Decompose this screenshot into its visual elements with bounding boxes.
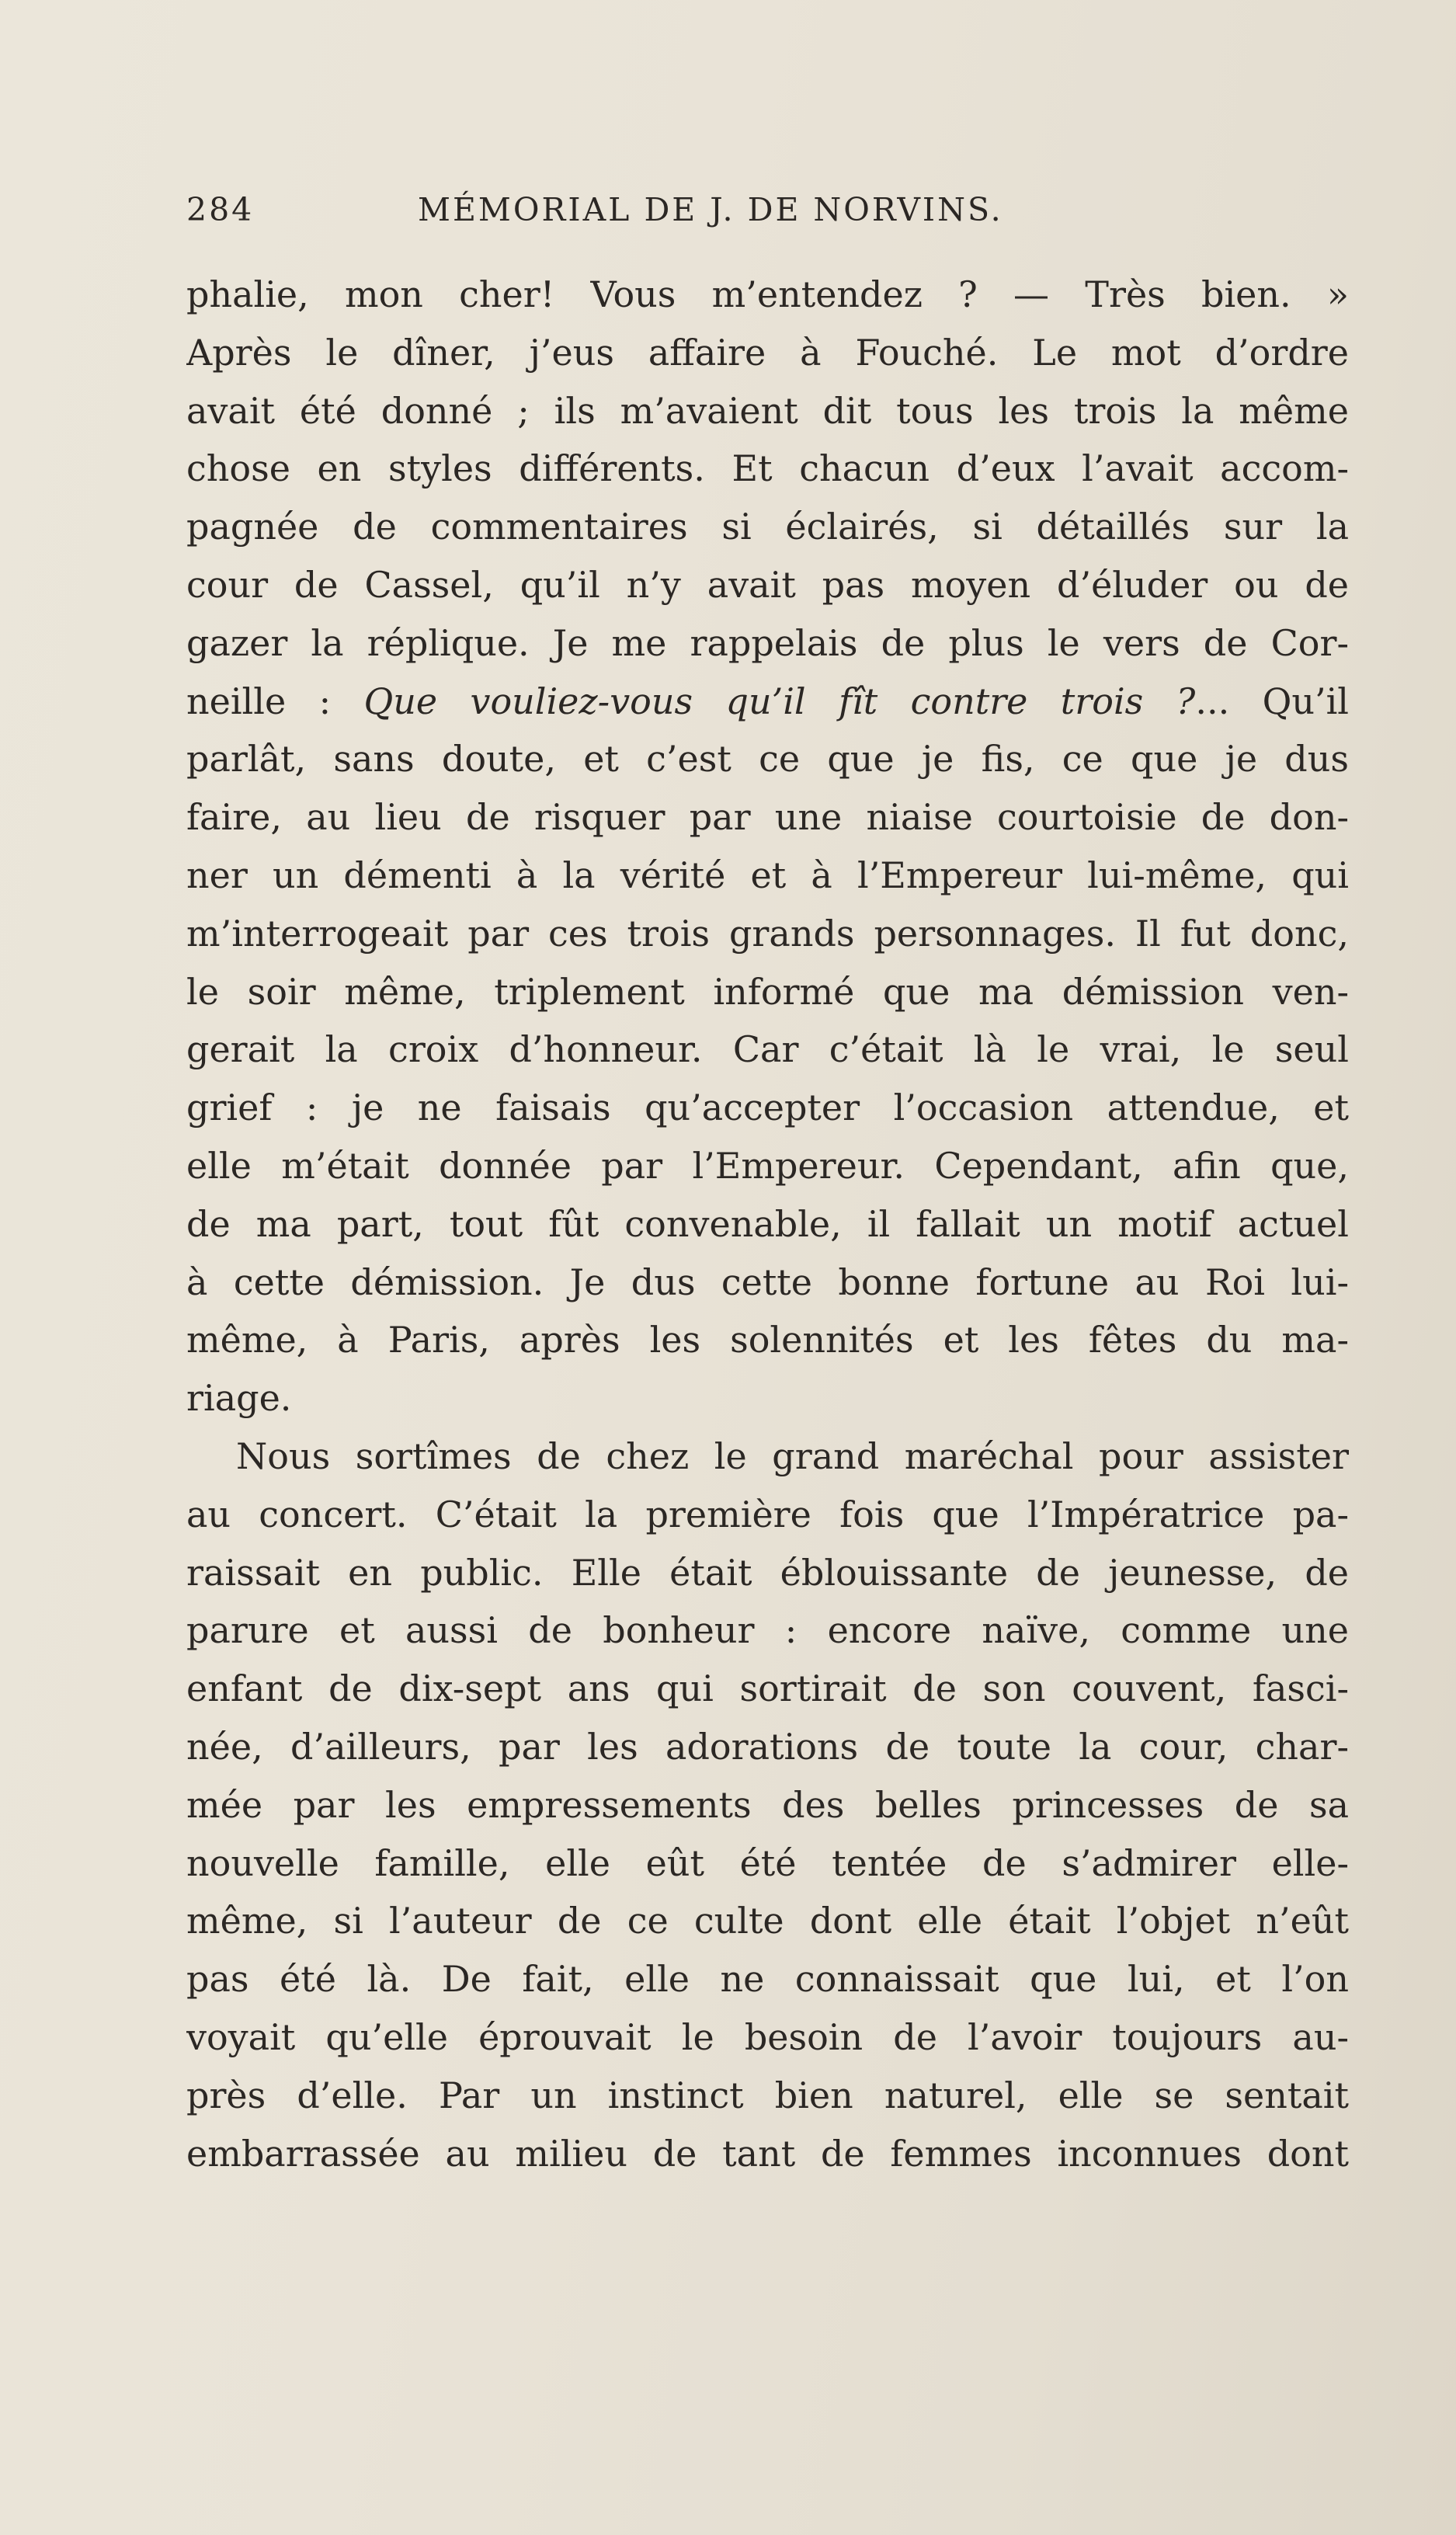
- text-line: voyait qu’elle éprouvait le besoin de l’avoir toujours au-: [186, 2015, 1349, 2058]
- page-number: 284: [186, 191, 255, 228]
- text-line: née, d’ailleurs, par les adorations de toute la cour, char-: [186, 1725, 1349, 1768]
- text-line: grief : je ne faisais qu’accepter l’occasion attendue, et: [186, 1087, 1349, 1129]
- text-segment: neille :: [186, 680, 364, 722]
- page-header: [186, 191, 1359, 238]
- text-line: phalie, mon cher! Vous m’entendez ? — Très bien. »: [186, 273, 1349, 315]
- text-line: m’interrogeait par ces trois grands personnages. Il fut donc,: [186, 912, 1349, 955]
- text-line: parlât, sans doute, et c’est ce que je fis, ce que je dus: [186, 738, 1349, 781]
- italic-quotation: Que vouliez-vous qu’il fît contre trois ?: [363, 680, 1196, 722]
- text-line: chose en styles différents. Et chacun d’eux l’avait accom-: [186, 447, 1349, 490]
- text-line: avait été donné ; ils m’avaient dit tous les trois la même: [186, 389, 1349, 432]
- text-line: Nous sortîmes de chez le grand maréchal pour assister: [236, 1434, 1349, 1477]
- text-line: nouvelle famille, elle eût été tentée de s’admirer elle-: [186, 1841, 1349, 1884]
- text-line: même, à Paris, après les solennités et les fêtes du ma-: [186, 1319, 1349, 1361]
- text-line: près d’elle. Par un instinct bien naturel, elle se sentait: [186, 2074, 1349, 2116]
- text-line: raissait en public. Elle était éblouissante de jeunesse, de: [186, 1551, 1349, 1594]
- text-line: pagnée de commentaires si éclairés, si détaillés sur la: [186, 506, 1349, 548]
- text-line: Après le dîner, j’eus affaire à Fouché. Le mot d’ordre: [186, 331, 1349, 374]
- text-line: le soir même, triplement informé que ma démission ven-: [186, 970, 1349, 1013]
- body-text: [186, 266, 1349, 2182]
- text-line: enfant de dix-sept ans qui sortirait de son couvent, fasci-: [186, 1667, 1349, 1710]
- text-line: à cette démission. Je dus cette bonne fortune au Roi lui-: [186, 1261, 1349, 1303]
- text-line: parure et aussi de bonheur : encore naïve, comme une: [186, 1609, 1349, 1652]
- text-line: embarrassée au milieu de tant de femmes inconnues dont: [186, 2132, 1349, 2175]
- text-line: riage.: [186, 1377, 292, 1420]
- text-line: gazer la réplique. Je me rappelais de plus le vers de Cor-: [186, 621, 1349, 664]
- text-line: gerait la croix d’honneur. Car c’était là le vrai, le seul: [186, 1028, 1349, 1071]
- text-segment: ... Qu’il: [1195, 680, 1349, 722]
- text-line: [186, 673, 1349, 731]
- text-line: cour de Cassel, qu’il n’y avait pas moyen d’éluder ou de: [186, 563, 1349, 606]
- text-line: faire, au lieu de risquer par une niaise courtoisie de don-: [186, 796, 1349, 839]
- text-line: de ma part, tout fût convenable, il fallait un motif actuel: [186, 1202, 1349, 1245]
- text-line: même, si l’auteur de ce culte dont elle était l’objet n’eût: [186, 1900, 1349, 1942]
- text-line: mée par les empressements des belles princesses de sa: [186, 1783, 1349, 1826]
- running-title: MÉMORIAL DE J. DE NORVINS.: [418, 191, 1003, 228]
- text-line: ner un démenti à la vérité et à l’Empereur lui-même, qui: [186, 854, 1349, 896]
- text-line: au concert. C’était la première fois que l’Impératrice pa-: [186, 1493, 1349, 1535]
- text-line: pas été là. De fait, elle ne connaissait que lui, et l’on: [186, 1958, 1349, 2001]
- text-line: elle m’était donnée par l’Empereur. Cependant, afin que,: [186, 1144, 1349, 1187]
